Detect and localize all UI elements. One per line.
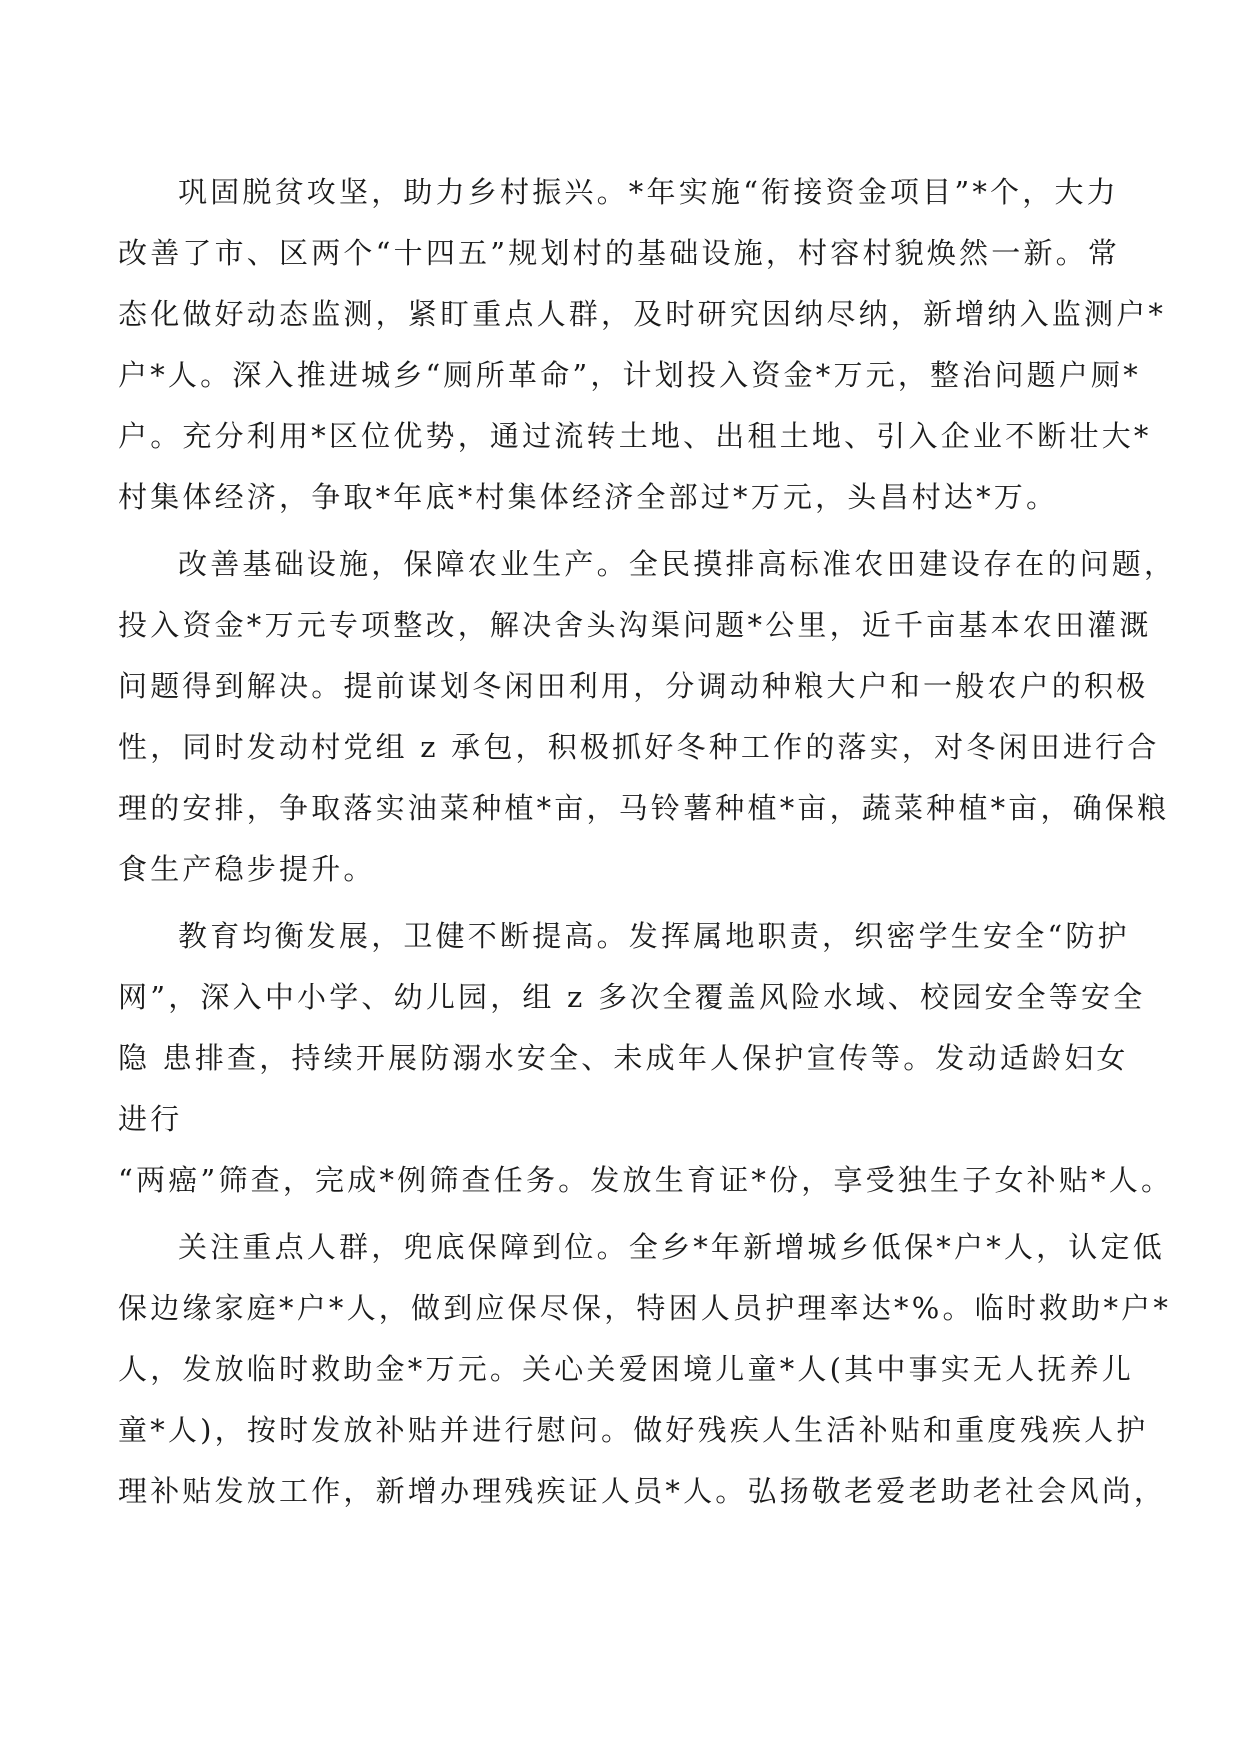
paragraph-line: 网”，深入中小学、幼儿园，组 z 多次全覆盖风险水域、校园安全等安全 (118, 980, 1146, 1014)
paragraph-line: 教育均衡发展，卫健不断提高。发挥属地职责，织密学生安全“防护 (178, 919, 1130, 953)
paragraph-line: 村集体经济，争取*年底*村集体经济全部过*万元，头昌村达*万。 (118, 480, 1059, 514)
paragraph-line: 改善基础设施，保障农业生产。全民摸排高标准农田建设存在的问题， (178, 547, 1177, 581)
paragraph-line: 巩固脱贫攻坚，助力乡村振兴。*年实施“衔接资金项目”*个，大力 (178, 175, 1119, 209)
paragraph-line: 问题得到解决。提前谋划冬闲田利用，分调动种粮大户和一般农户的积极 (118, 669, 1149, 703)
paragraph-line: 食生产稳步提升。 (118, 852, 376, 886)
paragraph-line: 性，同时发动村党组 z 承包，积极抓好冬种工作的落实，对冬闲田进行合 (118, 730, 1160, 764)
paragraph-line: 户。充分利用*区位优势，通过流转土地、出租土地、引入企业不断壮大* (118, 419, 1152, 453)
paragraph-line: 隐 患排查，持续开展防溺水安全、未成年人保护宣传等。发动适龄妇女 (118, 1041, 1129, 1075)
paragraph-line: 改善了市、区两个“十四五”规划村的基础设施，村容村貌焕然一新。常 (118, 236, 1121, 270)
paragraph-line: 理补贴发放工作，新增办理残疾证人员*人。弘扬敬老爱老助老社会风尚， (118, 1474, 1167, 1508)
paragraph-line: 人，发放临时救助金*万元。关心关爱困境儿童*人(其中事实无人抚养儿 (118, 1352, 1134, 1386)
paragraph-line: 态化做好动态监测，紧盯重点人群，及时研究因纳尽纳，新增纳入监测户* (118, 297, 1167, 331)
paragraph-line: 童*人)，按时发放补贴并进行慰问。做好残疾人生活补贴和重度残疾人护 (118, 1413, 1149, 1447)
paragraph-line: 进行 (118, 1102, 183, 1136)
paragraph-line: 理的安排，争取落实油菜种植*亩，马铃薯种植*亩，蔬菜种植*亩，确保粮 (118, 791, 1170, 825)
paragraph-line: 保边缘家庭*户*人，做到应保尽保，特困人员护理率达*%。临时救助*户* (118, 1291, 1172, 1325)
paragraph-line: “两癌”筛查，完成*例筛查任务。发放生育证*份，享受独生子女补贴*人。 (118, 1163, 1174, 1197)
paragraph-line: 户*人。深入推进城乡“厕所革命”，计划投入资金*万元，整治问题户厕* (118, 358, 1141, 392)
paragraph-line: 投入资金*万元专项整改，解决舍头沟渠问题*公里，近千亩基本农田灌溉 (118, 608, 1152, 642)
paragraph-line: 关注重点人群，兜底保障到位。全乡*年新增城乡低保*户*人，认定低 (178, 1230, 1165, 1264)
